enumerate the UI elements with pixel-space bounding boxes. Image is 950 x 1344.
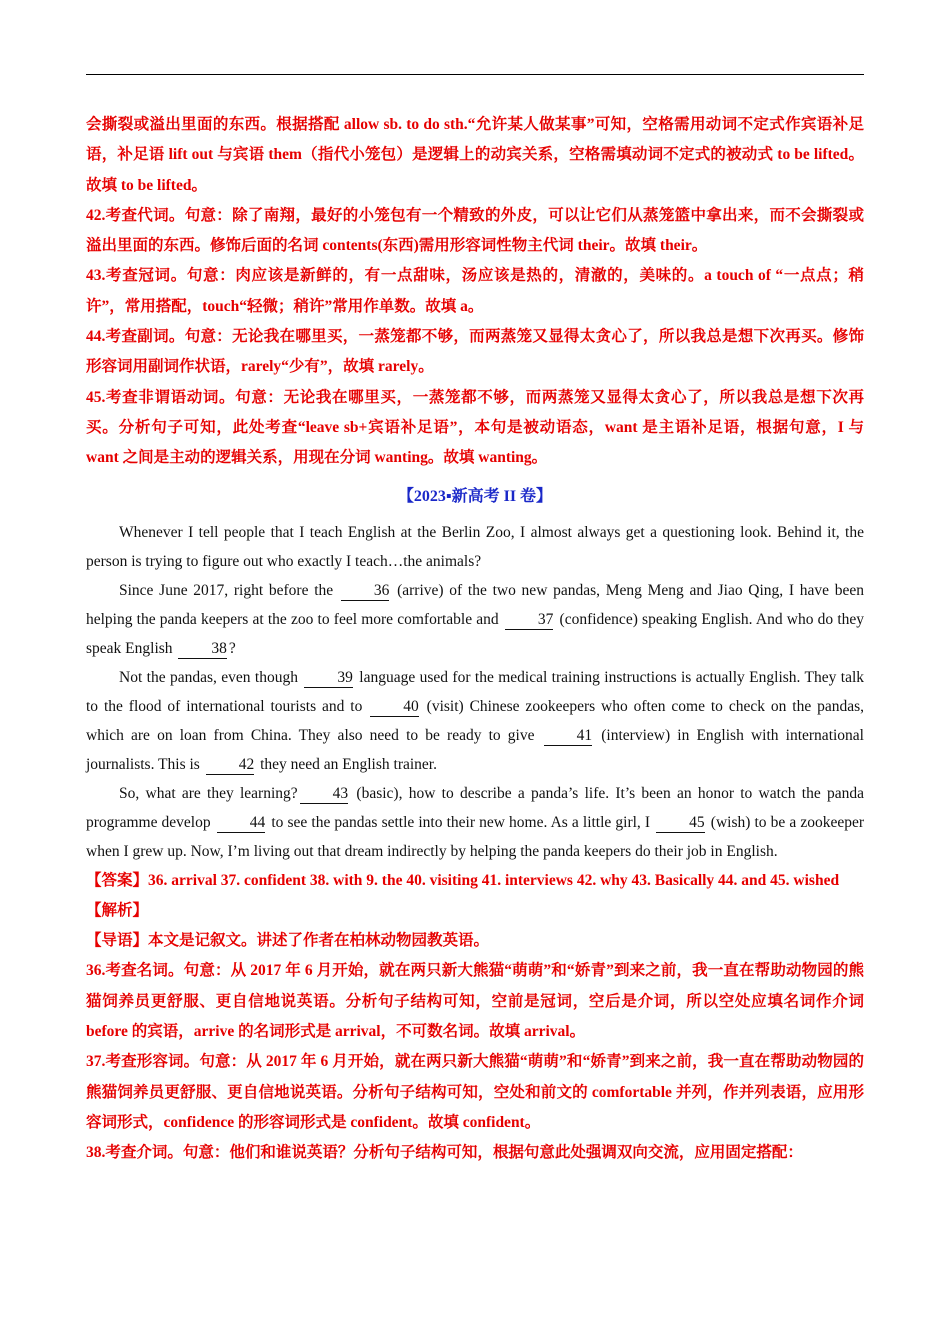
text-segment: (arrive) of the two new pandas, Meng Meng and Jiao Qing, I have been helping the panda keepers at the zoo to feel more comfortable and xyxy=(86,581,865,628)
explanation-43: 43.考查冠词。句意：肉应该是新鲜的，有一点甜味，汤应该是热的，清澈的，美味的。a touch of “一点点；稍许”，常用搭配，touch“轻微；稍许”常用作单数。故填 a。 xyxy=(86,267,864,315)
passage-paragraph-4 xyxy=(86,779,864,866)
blank-45: 45 xyxy=(656,814,705,833)
text-segment: So, what are they learning? xyxy=(119,784,298,802)
passage-paragraph-1: Whenever I tell people that I teach English at the Berlin Zoo, I almost always get a questioning look. Behind it, the person is trying to figure out who exactly I teach…the animals? xyxy=(86,523,864,570)
blank-40: 40 xyxy=(370,698,419,717)
text-segment: (visit) Chinese zookeepers who often come to check on the pandas, which are on loan from China. They also need to be ready to give xyxy=(86,697,865,744)
blank-44: 44 xyxy=(217,814,266,833)
text-segment: ? xyxy=(228,639,236,657)
text-segment: Not the pandas, even though xyxy=(119,668,298,686)
blank-42: 42 xyxy=(206,756,255,775)
text-segment: (confidence) speaking English. And who do they speak English xyxy=(86,610,865,657)
explanation-44: 44.考查副词。句意：无论我在哪里买，一蒸笼都不够，而两蒸笼又显得太贪心了，所以我总是想下次再买。修饰形容词用副词作状语，rarely“少有”，故填 rarely。 xyxy=(86,328,864,376)
text-segment: to see the pandas settle into their new home. As a little girl, I xyxy=(271,813,651,831)
explanation-38: 38.考查介词。句意：他们和谁说英语？分析句子结构可知，根据句意此处强调双向交流，应用固定搭配： xyxy=(86,1144,803,1162)
answer-text: 36. arrival 37. confident 38. with 9. the 40. visiting 41. interviews 42. why 43. Basically 44. and 45. wished xyxy=(148,871,840,889)
explanation-45: 45.考查非谓语动词。句意：无论我在哪里买，一蒸笼都不够，而两蒸笼又显得太贪心了，所以我总是想下次再买。分析句子可知，此处考查“leave sb+宾语补足语”，本句是被动语态，want 是主语补足语，根据句意，I 与 want 之间是主动的逻辑关系，用现在分词 wanting。故填 wanting。 xyxy=(86,388,864,467)
text-segment: (interview) in English with international journalists. This is xyxy=(86,726,864,773)
text-segment: they need an English trainer. xyxy=(260,755,437,773)
page-content xyxy=(86,110,864,1169)
guide-text: 本文是记叙文。讲述了作者在柏林动物园教英语。 xyxy=(148,932,490,950)
guide-line xyxy=(86,926,864,956)
blank-38: 38 xyxy=(178,640,227,659)
blank-39: 39 xyxy=(304,669,353,688)
passage-paragraph-2 xyxy=(86,576,864,663)
explanation-41-continued: 会撕裂或溢出里面的东西。根据搭配 allow sb. to do sth.“允许某人做某事”可知，空格需用动词不定式作宾语补足语，补足语 lift out 与宾语 them（指代小笼包）是逻辑上的动宾关系，空格需填动词不定式的被动式 to be lifted。故填 to be lifted。 xyxy=(86,116,864,194)
text-segment: language used for the medical training instructions is actually English. They talk to the flood of international tourists and to xyxy=(86,668,865,715)
answer-line xyxy=(86,866,864,896)
text-segment: (wish) to be a zookeeper when I grew up. Now, I’m living out that dream indirectly by helping the panda keepers do their job in English. xyxy=(86,813,865,860)
explanation-42: 42.考查代词。句意：除了南翔，最好的小笼包有一个精致的外皮，可以让它们从蒸笼篮中拿出来，而不会撕裂或溢出里面的东西。修饰后面的名词 contents(东西)需用形容词性物主代词 their。故填 their。 xyxy=(86,206,864,255)
guide-label: 【导语】 xyxy=(86,932,149,950)
analysis-label: 【解析】 xyxy=(86,901,149,919)
answer-label: 【答案】 xyxy=(86,871,149,889)
explanation-37: 37.考查形容词。句意：从 2017 年 6 月开始，就在两只新大熊猫“萌萌”和“娇青”到来之前，我一直在帮助动物园的熊猫饲养员更舒服、更自信地说英语。分析句子结构可知，空处和前文的 comfortable 并列，作并列表语，应用形容词形式，confidence 的形容词形式是 confident。故填 confident。 xyxy=(86,1053,864,1131)
blank-36: 36 xyxy=(341,582,390,601)
blank-37: 37 xyxy=(505,611,554,630)
text-segment: Since June 2017, right before the xyxy=(119,581,334,599)
blank-41: 41 xyxy=(544,727,593,746)
blank-43: 43 xyxy=(300,785,349,804)
passage-paragraph-3 xyxy=(86,663,864,779)
explanation-36: 36.考查名词。句意：从 2017 年 6 月开始，就在两只新大熊猫“萌萌”和“娇青”到来之前，我一直在帮助动物园的熊猫饲养员更舒服、更自信地说英语。分析句子结构可知，空前是冠词，空后是介词，所以空处应填名词作介词 before 的宾语，arrive 的名词形式是 arrival，不可数名词。故填 arrival。 xyxy=(86,962,864,1041)
header-rule xyxy=(86,74,864,75)
text-segment: (basic), how to describe a panda’s life. It’s been an honor to watch the panda programme develop xyxy=(86,784,865,831)
section-title: 【2023▪新高考 II 卷】 xyxy=(397,487,553,505)
